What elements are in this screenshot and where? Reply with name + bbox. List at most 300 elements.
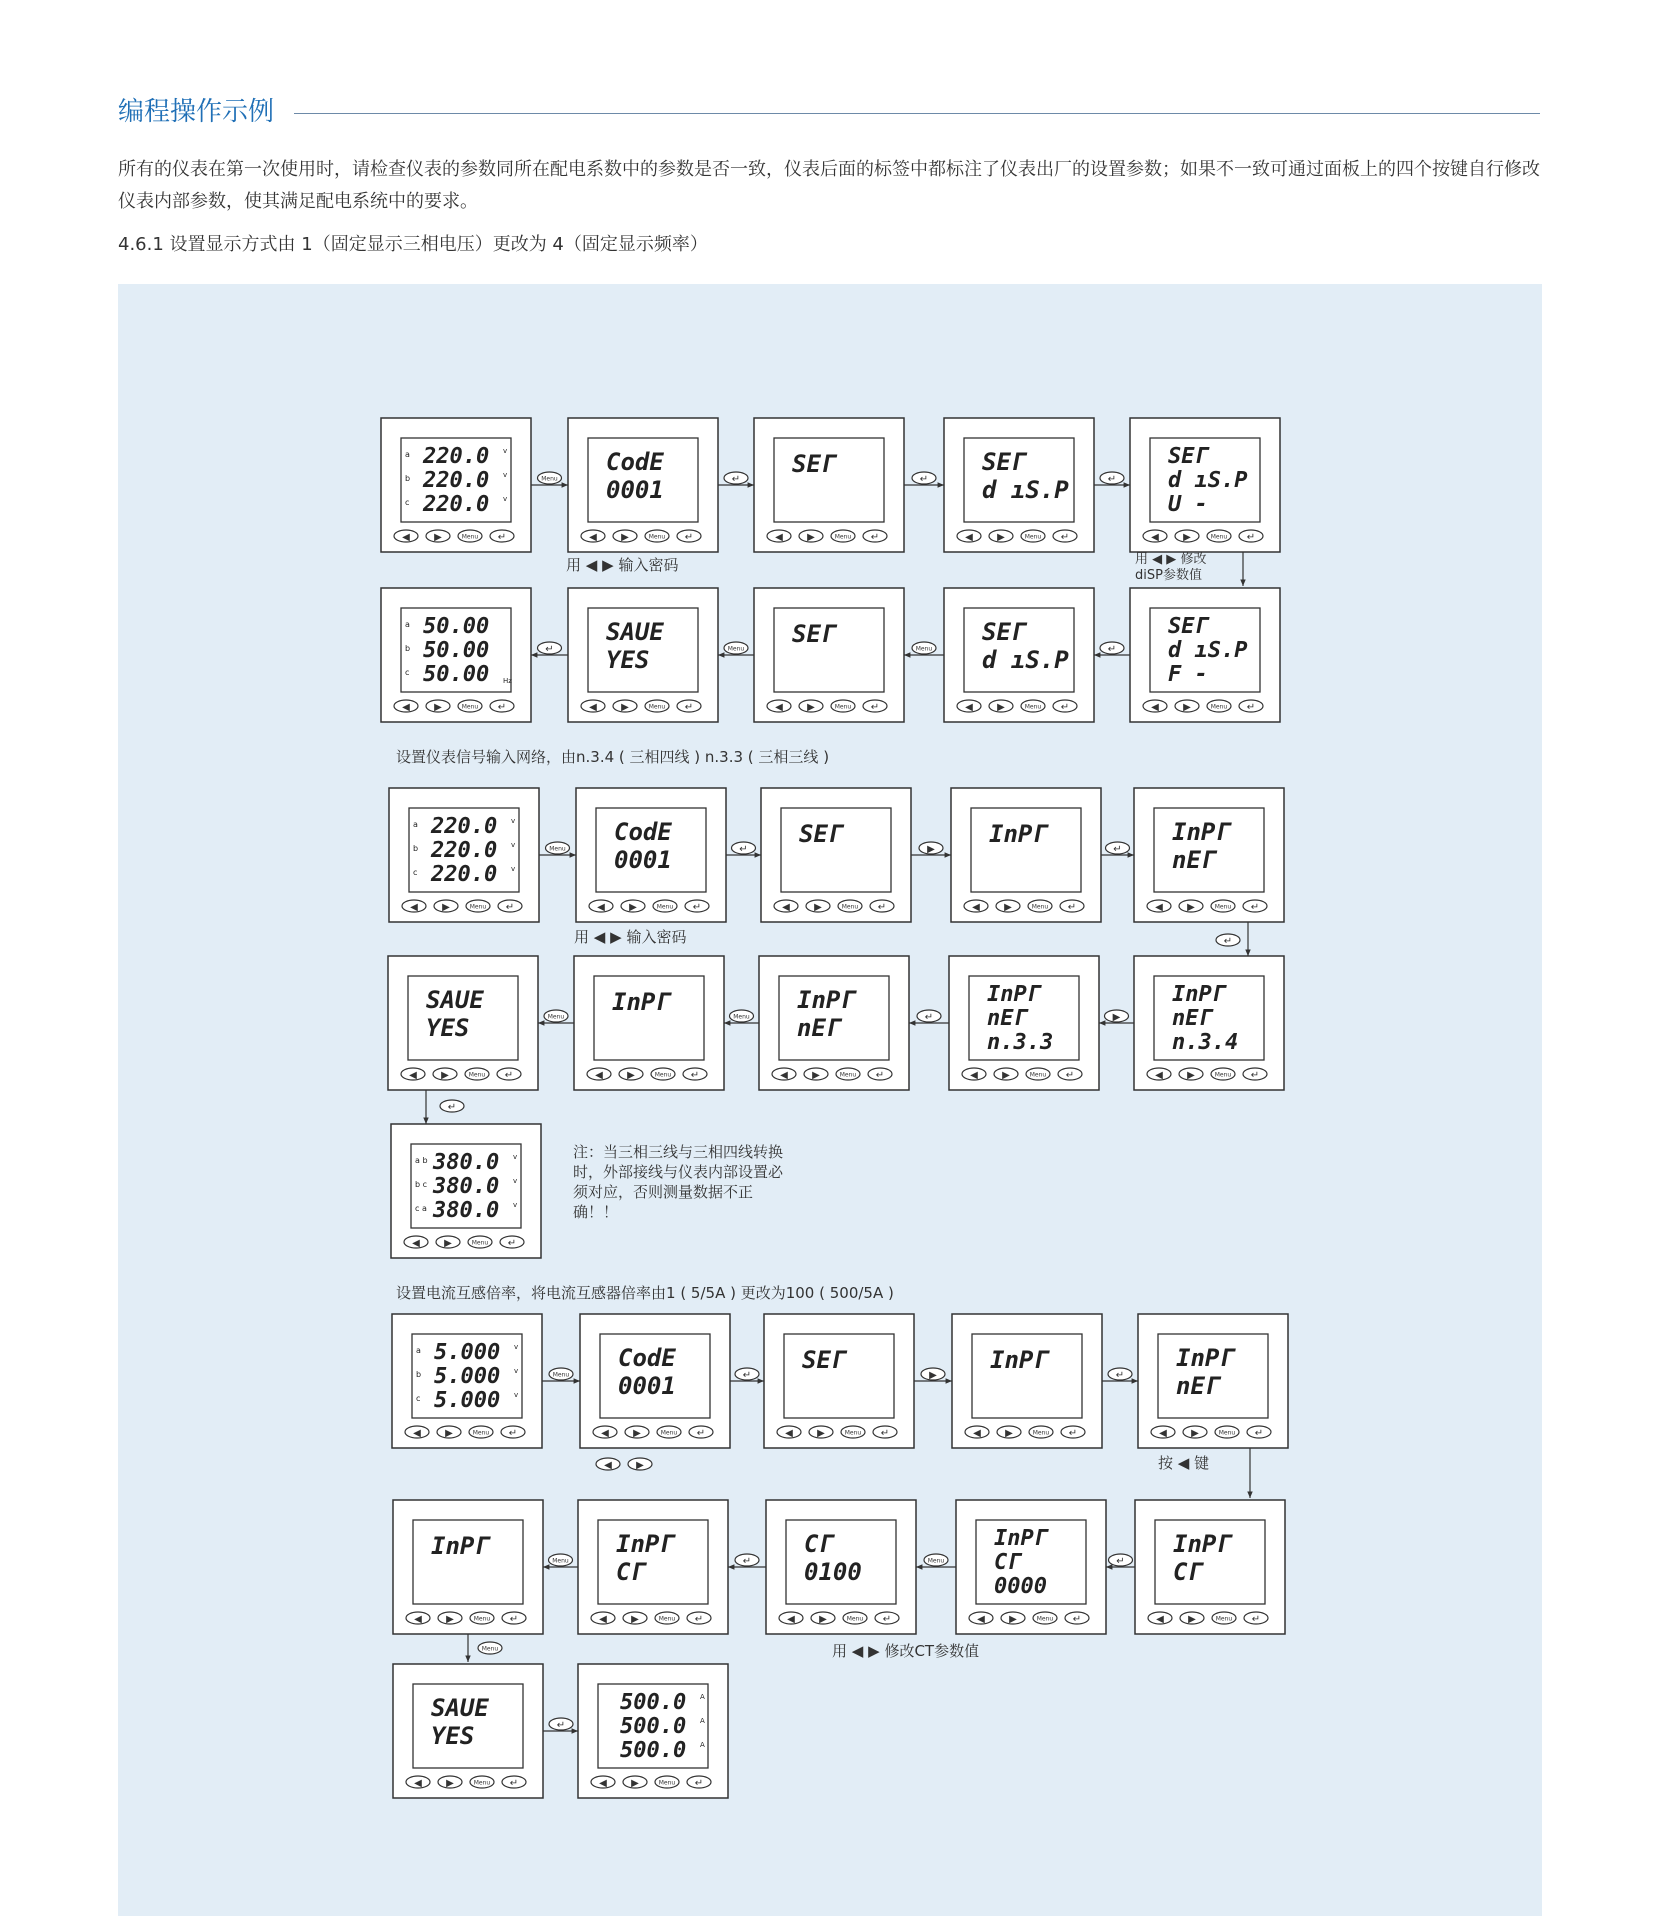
key-glyph: ◀ — [589, 532, 597, 543]
key-glyph: ↵ — [1067, 902, 1077, 913]
key-glyph: ↵ — [1250, 1070, 1260, 1081]
lcd-line: SEГ — [799, 820, 843, 848]
arrow-head-icon — [465, 1656, 470, 1662]
key-glyph: ▶ — [627, 1070, 635, 1081]
phase-label: a — [405, 620, 410, 629]
menu-key-label: Menu — [472, 1429, 490, 1437]
menu-key-label: Menu — [1029, 1071, 1047, 1079]
lcd-line: SEГ — [1168, 614, 1208, 639]
key-glyph: Menu — [547, 1013, 565, 1021]
key-glyph: ▶ — [1183, 702, 1191, 713]
arrow-head-icon — [570, 852, 576, 857]
caption-text: 按 — [1158, 1454, 1174, 1472]
key-glyph: ↵ — [877, 902, 887, 913]
key-glyph: ◀ — [409, 1070, 417, 1081]
lcd-line: CodE — [606, 448, 664, 476]
lcd-line: SEГ — [792, 620, 836, 648]
phase-label: b c — [415, 1180, 428, 1189]
key-glyph: ↵ — [692, 902, 702, 913]
caption-text: 修改CT参数值 — [884, 1642, 980, 1660]
lcd-line: 220.0 — [431, 814, 498, 839]
lcd-line: SEГ — [982, 618, 1026, 646]
menu-key-label: Menu — [839, 1071, 857, 1079]
lcd-line: 500.0 — [620, 1714, 687, 1739]
lcd-line: 5.000 — [434, 1388, 501, 1413]
key-glyph: ◀ — [965, 702, 973, 713]
lcd-line: InPГ — [987, 982, 1040, 1007]
meter-row1-1 — [381, 418, 531, 552]
key-glyph: ↵ — [919, 474, 929, 485]
key-glyph: ↵ — [742, 1370, 752, 1381]
key-glyph: ↵ — [870, 532, 880, 543]
arrow-head-icon — [718, 652, 724, 657]
key-glyph: ↵ — [1251, 1614, 1261, 1625]
menu-key-label: Menu — [660, 1429, 678, 1437]
arrow-head-icon — [1099, 1020, 1105, 1025]
key-glyph: ◀ — [1151, 702, 1159, 713]
key-glyph: ↵ — [684, 702, 694, 713]
key-glyph: ◀ — [972, 902, 980, 913]
meter-row8-2 — [578, 1664, 728, 1798]
key-glyph: ↵ — [684, 532, 694, 543]
key-glyph: ▶ — [636, 1460, 644, 1471]
lcd-line: SEГ — [792, 450, 836, 478]
key-glyph: ◀ — [1156, 1614, 1164, 1625]
meter-row3-1 — [389, 788, 539, 922]
lcd-line: 220.0 — [423, 444, 490, 469]
key-glyph: ↵ — [742, 1556, 752, 1567]
arrow-head-icon — [1106, 1564, 1112, 1569]
phase-label: b — [416, 1370, 422, 1379]
key-glyph: ↵ — [1107, 474, 1117, 485]
key-glyph: ▶ — [631, 1778, 639, 1789]
meter-row4-4 — [949, 956, 1099, 1090]
arrow-head-icon — [724, 1020, 730, 1025]
lcd-line: 50.00 — [423, 638, 490, 663]
unit-label: v — [513, 1153, 518, 1161]
lcd-line: CodE — [614, 818, 672, 846]
lcd-line: 0000 — [994, 1574, 1047, 1599]
meter-row7-5 — [1135, 1500, 1285, 1634]
lcd-line: nEГ — [1172, 1006, 1212, 1031]
lcd-line: SEГ — [982, 448, 1026, 476]
unit-label: v — [503, 495, 508, 503]
left-arrow-key-icon: ◀ — [593, 928, 606, 946]
key-glyph: ▶ — [441, 1070, 449, 1081]
key-glyph: ▶ — [1187, 902, 1195, 913]
menu-key-label: Menu — [1214, 903, 1232, 911]
key-glyph: ▶ — [446, 1778, 454, 1789]
left-arrow-key-icon: ◀ — [1177, 1454, 1190, 1472]
meter-row1-3 — [754, 418, 904, 552]
key-glyph: ▶ — [434, 532, 442, 543]
key-glyph: ▶ — [1183, 532, 1191, 543]
unit-label: Hz — [503, 677, 512, 685]
lcd-line: 0001 — [618, 1372, 676, 1400]
intro-paragraph: 所有的仪表在第一次使用时，请检查仪表的参数同所在配电系数中的参数是否一致，仪表后面的标签中都标注了仪表出厂的设置参数；如果不一致可通过面板上的四个按键自行修改仪表内部参数，使其满足配电系统中的要求。 — [118, 159, 1540, 212]
unit-label: A — [700, 1741, 705, 1749]
key-glyph: ◀ — [414, 1778, 422, 1789]
key-glyph: ▶ — [997, 532, 1005, 543]
key-glyph: ◀ — [1155, 902, 1163, 913]
key-glyph: ◀ — [775, 702, 783, 713]
key-glyph: ▶ — [817, 1428, 825, 1439]
lcd-line: 380.0 — [433, 1198, 500, 1223]
right-arrow-key-icon: ▶ — [610, 928, 622, 946]
unit-label: v — [514, 1367, 519, 1375]
lcd-line: nEГ — [1176, 1372, 1220, 1400]
menu-key-label: Menu — [648, 703, 666, 711]
key-glyph: ↵ — [1060, 702, 1070, 713]
key-glyph: Menu — [727, 645, 745, 653]
key-glyph: ↵ — [509, 1778, 519, 1789]
key-glyph: Menu — [552, 1557, 569, 1565]
key-glyph: ▶ — [812, 1070, 820, 1081]
phase-label: a — [416, 1346, 421, 1355]
lcd-line: 380.0 — [433, 1174, 500, 1199]
caption-row3 — [574, 926, 686, 947]
lcd-line: 220.0 — [423, 468, 490, 493]
section-title: 编程操作示例 — [118, 97, 275, 127]
lcd-line: CГ — [994, 1550, 1021, 1575]
key-glyph: ↵ — [1060, 532, 1070, 543]
key-glyph: ↵ — [447, 1102, 457, 1113]
menu-key-label: Menu — [1024, 703, 1042, 711]
key-glyph: ▶ — [631, 1614, 639, 1625]
key-glyph: ↵ — [696, 1428, 706, 1439]
menu-key-label: Menu — [461, 703, 479, 711]
menu-key-label: Menu — [1032, 1429, 1050, 1437]
key-glyph: Menu — [915, 645, 933, 653]
meter-row2-4 — [944, 588, 1094, 722]
key-glyph: ▶ — [927, 844, 935, 855]
menu-key-label: Menu — [846, 1615, 864, 1623]
caption-text: 用 — [574, 928, 590, 946]
lcd-line: d ıS.P — [1168, 468, 1248, 493]
key-glyph: ◀ — [599, 1778, 607, 1789]
key-glyph: ↵ — [1246, 532, 1256, 543]
arrow-head-icon — [572, 1728, 578, 1733]
key-glyph: ↵ — [1065, 1070, 1075, 1081]
key-glyph: Menu — [481, 1645, 499, 1653]
key-glyph: ↵ — [694, 1614, 704, 1625]
key-glyph: ◀ — [597, 902, 605, 913]
key-glyph: ▶ — [929, 1370, 937, 1381]
key-glyph: ▶ — [1191, 1428, 1199, 1439]
key-glyph: ◀ — [1151, 532, 1159, 543]
key-glyph: ↵ — [1107, 644, 1117, 655]
lcd-line: SEГ — [1168, 444, 1208, 469]
arrow-head-icon — [945, 852, 951, 857]
key-glyph: ◀ — [595, 1070, 603, 1081]
meter-row4-3 — [759, 956, 909, 1090]
key-glyph: ▶ — [629, 902, 637, 913]
meter-row7-4 — [956, 1500, 1106, 1634]
key-glyph: ◀ — [775, 532, 783, 543]
lcd-line: 5.000 — [434, 1364, 501, 1389]
caption-text: 修改 — [1180, 552, 1207, 567]
menu-key-label: Menu — [473, 1615, 491, 1623]
key-glyph: ↵ — [1246, 702, 1256, 713]
unit-label: v — [511, 841, 516, 849]
arrow-head-icon — [909, 1020, 915, 1025]
lcd-line: YES — [431, 1722, 475, 1750]
meter-row2-1 — [381, 588, 531, 722]
key-glyph: ◀ — [413, 1428, 421, 1439]
left-arrow-key-icon: ◀ — [1152, 552, 1163, 567]
meter-row3-5 — [1134, 788, 1284, 922]
phase-label: b — [413, 844, 419, 853]
caption-row1-left — [566, 554, 678, 575]
left-arrow-key-icon: ◀ — [851, 1642, 864, 1660]
key-glyph: ↵ — [882, 1614, 892, 1625]
lcd-line: 0001 — [614, 846, 672, 874]
arrow-head-icon — [538, 1020, 544, 1025]
key-glyph: ◀ — [402, 702, 410, 713]
heading-rule — [294, 113, 1540, 114]
lcd-line: nEГ — [1172, 846, 1216, 874]
meter-row1-2 — [568, 418, 718, 552]
lcd-line: CГ — [1173, 1558, 1202, 1586]
lcd-line: d ıS.P — [982, 646, 1069, 674]
lcd-line: InPГ — [989, 820, 1047, 848]
unit-label: v — [513, 1177, 518, 1185]
menu-key-label: Menu — [471, 1239, 489, 1247]
lcd-line: n.3.4 — [1172, 1030, 1239, 1055]
phase-label: a — [405, 450, 410, 459]
menu-key-label: Menu — [1024, 533, 1042, 541]
phase-label: c — [405, 668, 410, 677]
lcd-line: CodE — [618, 1344, 676, 1372]
lcd-line: 500.0 — [620, 1690, 687, 1715]
arrow-head-icon — [946, 1378, 952, 1383]
menu-key-label: Menu — [469, 903, 487, 911]
diagram-panel — [118, 284, 1542, 1916]
arrow-head-icon — [562, 482, 568, 487]
unit-label: A — [700, 1693, 705, 1701]
lcd-line: 220.0 — [431, 862, 498, 887]
key-glyph: ↵ — [507, 1238, 517, 1249]
unit-label: v — [503, 471, 508, 479]
lcd-line: YES — [426, 1014, 470, 1042]
key-glyph: ▶ — [807, 702, 815, 713]
arrow-head-icon — [531, 652, 537, 657]
key-glyph: Menu — [927, 1557, 945, 1565]
key-glyph: ↵ — [875, 1070, 885, 1081]
lcd-line: nEГ — [797, 1014, 841, 1042]
lcd-line: F - — [1168, 662, 1208, 687]
step2-title: 设置仪表信号输入网络，由n.3.4 ( 三相四线 ) n.3.3 ( 三相三线 ) — [396, 748, 830, 766]
lcd-line: YES — [606, 646, 650, 674]
key-glyph: ▶ — [442, 902, 450, 913]
key-glyph: ◀ — [414, 1614, 422, 1625]
phase-label: a b — [415, 1156, 428, 1165]
phase-label: c — [405, 498, 410, 507]
menu-key-label: Menu — [656, 903, 674, 911]
key-glyph: ↵ — [1115, 1370, 1125, 1381]
menu-key-label: Menu — [1210, 703, 1228, 711]
arrow-head-icon — [938, 482, 944, 487]
arrow-head-icon — [1245, 950, 1250, 956]
lcd-line: 0100 — [804, 1558, 862, 1586]
key-glyph: ◀ — [785, 1428, 793, 1439]
menu-key-label: Menu — [658, 1779, 676, 1787]
phase-label: c — [413, 868, 418, 877]
key-glyph: ▶ — [621, 702, 629, 713]
key-glyph: ↵ — [504, 1070, 514, 1081]
arrow-head-icon — [755, 852, 761, 857]
arrow-head-icon — [904, 652, 910, 657]
key-glyph: Menu — [733, 1013, 750, 1021]
menu-key-label: Menu — [473, 1779, 491, 1787]
lcd-line: d ıS.P — [1168, 638, 1248, 663]
meter-row7-3 — [766, 1500, 916, 1634]
key-glyph: ↵ — [497, 532, 507, 543]
left-arrow-key-icon: ◀ — [585, 556, 598, 574]
caption-text: 输入密码 — [618, 556, 679, 574]
key-glyph: ▶ — [1188, 1614, 1196, 1625]
caption-row1-right — [1135, 552, 1206, 584]
key-glyph: ◀ — [973, 1428, 981, 1439]
lcd-line: InPГ — [797, 986, 855, 1014]
meter-row2-5 — [1130, 588, 1280, 722]
caption-text: 用 — [832, 1642, 848, 1660]
key-glyph: ▶ — [434, 702, 442, 713]
key-glyph: ▶ — [819, 1614, 827, 1625]
phase-label: b — [405, 644, 411, 653]
lcd-line: CГ — [804, 1530, 833, 1558]
key-glyph: ↵ — [508, 1428, 518, 1439]
meter-row5-1 — [391, 1124, 541, 1258]
meter-row6-2 — [580, 1314, 730, 1448]
lcd-line: U - — [1168, 492, 1208, 517]
lcd-line: 50.00 — [423, 614, 490, 639]
lcd-line: InPГ — [1172, 818, 1230, 846]
caption-text: 键 — [1194, 1454, 1210, 1472]
arrow-head-icon — [916, 1564, 922, 1569]
lcd-line: 500.0 — [620, 1738, 687, 1763]
menu-key-label: Menu — [841, 903, 859, 911]
meter-row6-1 — [392, 1314, 542, 1448]
arrow-head-icon — [758, 1378, 764, 1383]
caption-row6 — [1158, 1452, 1209, 1473]
key-glyph: ↵ — [1223, 936, 1233, 947]
lcd-line: InPГ — [994, 1526, 1047, 1551]
key-glyph: ↵ — [1250, 902, 1260, 913]
key-glyph: ◀ — [589, 702, 597, 713]
phase-label: c a — [415, 1204, 427, 1213]
key-glyph: ▶ — [1009, 1614, 1017, 1625]
key-glyph: ▶ — [444, 1238, 452, 1249]
key-glyph: ▶ — [997, 702, 1005, 713]
flow-diagram — [118, 284, 1542, 1916]
lcd-line: 50.00 — [423, 662, 490, 687]
key-glyph: ↵ — [509, 1614, 519, 1625]
unit-label: v — [511, 817, 516, 825]
meter-row7-2 — [578, 1500, 728, 1634]
meter-row8-1 — [393, 1664, 543, 1798]
key-glyph: ◀ — [410, 902, 418, 913]
arrow-head-icon — [1094, 652, 1100, 657]
lcd-line: InPГ — [431, 1532, 489, 1560]
key-glyph: ▶ — [1187, 1070, 1195, 1081]
key-glyph: ◀ — [412, 1238, 420, 1249]
menu-key-label: Menu — [648, 533, 666, 541]
arrow-head-icon — [423, 1118, 428, 1124]
lcd-line: 0001 — [606, 476, 664, 504]
key-glyph: ◀ — [977, 1614, 985, 1625]
key-glyph: ↵ — [545, 644, 554, 655]
phase-label: c — [416, 1394, 421, 1403]
key-glyph: ↵ — [1068, 1428, 1078, 1439]
key-glyph: ↵ — [556, 1720, 566, 1731]
caption-text: 用 — [1135, 552, 1149, 567]
lcd-line: SEГ — [802, 1346, 846, 1374]
meter-row6-4 — [952, 1314, 1102, 1448]
meter-row3-3 — [761, 788, 911, 922]
key-glyph: ▶ — [1005, 1428, 1013, 1439]
key-glyph: ↵ — [497, 702, 507, 713]
arrow-head-icon — [1132, 1378, 1138, 1383]
key-glyph: ◀ — [782, 902, 790, 913]
lcd-line: nEГ — [987, 1006, 1027, 1031]
lcd-line: InPГ — [1176, 1344, 1234, 1372]
menu-key-label: Menu — [1218, 1429, 1236, 1437]
arrow-head-icon — [574, 1378, 580, 1383]
key-glyph: ↵ — [505, 902, 515, 913]
menu-key-label: Menu — [1214, 1071, 1232, 1079]
meter-row7-1 — [393, 1500, 543, 1634]
menu-key-label: Menu — [461, 533, 479, 541]
meter-row1-4 — [944, 418, 1094, 552]
caption-text: diSP参数值 — [1135, 568, 1202, 583]
menu-key-label: Menu — [1210, 533, 1228, 541]
key-glyph: ↵ — [731, 474, 741, 485]
menu-key-label: Menu — [1215, 1615, 1233, 1623]
key-glyph: ◀ — [402, 532, 410, 543]
arrow-head-icon — [1128, 852, 1134, 857]
key-glyph: ↵ — [924, 1012, 934, 1023]
key-glyph: ◀ — [1155, 1070, 1163, 1081]
menu-key-label: Menu — [468, 1071, 486, 1079]
arrow-head-icon — [543, 1564, 549, 1569]
lcd-line: InPГ — [990, 1346, 1048, 1374]
right-arrow-key-icon: ▶ — [868, 1642, 880, 1660]
key-glyph: ◀ — [970, 1070, 978, 1081]
key-glyph: ◀ — [1159, 1428, 1167, 1439]
key-glyph: ◀ — [787, 1614, 795, 1625]
key-glyph: ◀ — [965, 532, 973, 543]
lcd-line: 220.0 — [431, 838, 498, 863]
key-glyph: ▶ — [1112, 1012, 1121, 1023]
meter-row4-2 — [574, 956, 724, 1090]
arrow-head-icon — [728, 1564, 734, 1569]
arrow-head-icon — [1124, 482, 1130, 487]
caption-text: 用 — [566, 556, 582, 574]
menu-key-label: Menu — [834, 533, 852, 541]
key-glyph: ↵ — [1113, 844, 1122, 855]
step3-title: 设置电流互感倍率，将电流互感器倍率由1 ( 5/5A ) 更改为100 ( 500/5A ) — [396, 1284, 894, 1302]
meter-row1-5 — [1130, 418, 1280, 552]
section-heading — [118, 92, 1540, 132]
subheading: 4.6.1 设置显示方式由 1（固定显示三相电压）更改为 4（固定显示频率） — [118, 234, 708, 255]
key-glyph: ↵ — [870, 702, 880, 713]
lcd-line: n.3.3 — [987, 1030, 1054, 1055]
menu-key-label: Menu — [1036, 1615, 1054, 1623]
key-glyph: ▶ — [633, 1428, 641, 1439]
key-glyph: ▶ — [446, 1614, 454, 1625]
menu-key-label: Menu — [658, 1615, 676, 1623]
